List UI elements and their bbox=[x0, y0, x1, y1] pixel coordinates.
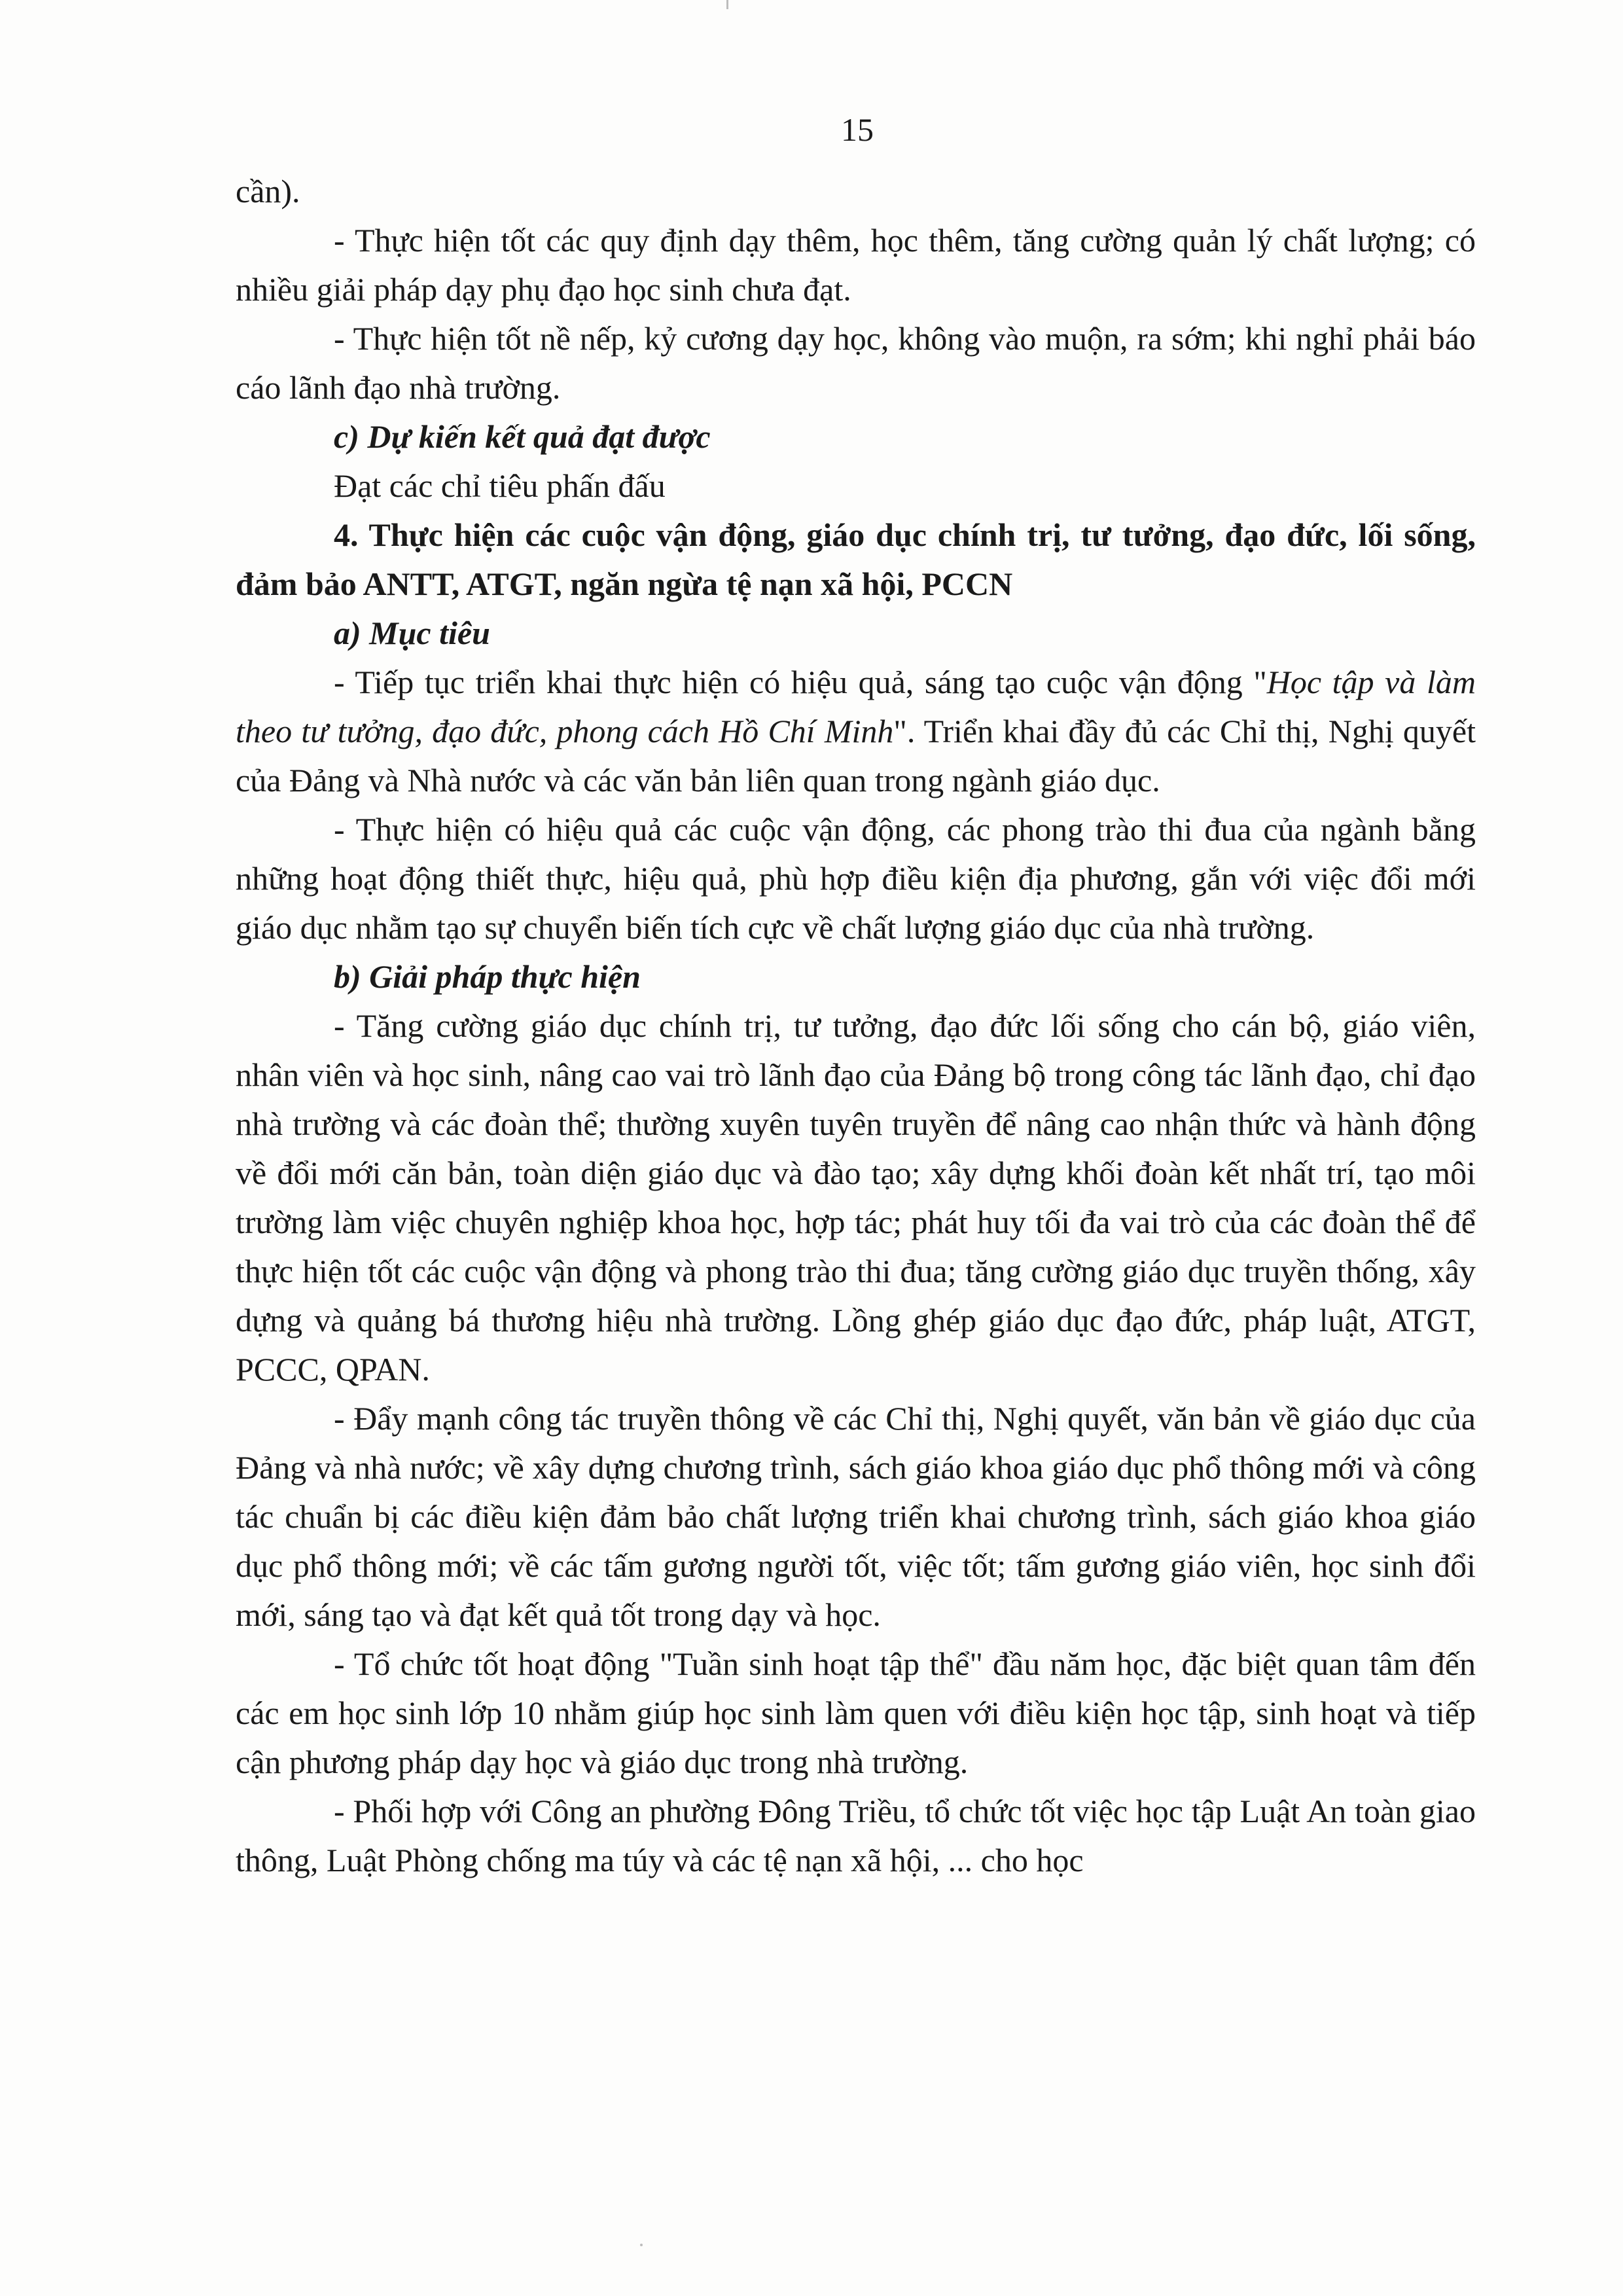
campaign-text-end: ". Triển khai đầy đủ các Chỉ thị, Nghị quyết của Đảng và Nhà nước và các văn bản liên quan trong ngành giáo dục. bbox=[236, 713, 1476, 798]
paragraph-collective-week: - Tổ chức tốt hoạt động "Tuần sinh hoạt tập thể" đầu năm học, đặc biệt quan tâm đến các em học sinh lớp 10 nhằm giúp học sinh làm quen với điều kiện học tập, sinh hoạt và tiếp cận phương pháp dạy học và giáo dục trong nhà trường. bbox=[236, 1645, 1476, 1780]
paragraph-emulation-movements: - Thực hiện có hiệu quả các cuộc vận động, các phong trào thi đua của ngành bằng những hoạt động thiết thực, hiệu quả, phù hợp điều kiện địa phương, gắn với việc đổi mới giáo dục nhằm tạo sự chuyển biến tích cực về chất lượng giáo dục của nhà trường. bbox=[236, 811, 1476, 946]
campaign-quote: Học tập và làm theo tư tưởng, đạo đức, phong cách Hồ Chí Minh bbox=[236, 664, 1476, 749]
paragraph-continuation: cần). bbox=[236, 173, 300, 209]
paragraph-communication: - Đẩy mạnh công tác truyền thông về các Chỉ thị, Nghị quyết, văn bản về giáo dục của Đảng và nhà nước; về xây dựng chương trình, sách giáo khoa giáo dục phổ thông mới và công tác chuẩn bị các điều kiện đảm bảo chất lượng triển khai chương trình, sách giáo khoa giáo dục phổ thông mới; về các tấm gương người tốt, việc tốt; tấm gương giáo viên, học sinh đổi mới, sáng tạo và đạt kết quả tốt trong dạy và học. bbox=[236, 1400, 1476, 1633]
document-body bbox=[236, 167, 1476, 1885]
subheading-objectives: a) Mục tiêu bbox=[334, 615, 490, 651]
campaign-text-start: - Tiếp tục triển khai thực hiện có hiệu quả, sáng tạo cuộc vận động " bbox=[334, 664, 1267, 700]
scan-artifact-dot bbox=[640, 2244, 643, 2246]
subheading-expected-results: c) Dự kiến kết quả đạt được bbox=[334, 418, 711, 455]
paragraph-campaign bbox=[236, 658, 1476, 805]
paragraph-political-education: - Tăng cường giáo dục chính trị, tư tưởng, đạo đức lối sống cho cán bộ, giáo viên, nhân viên và học sinh, nâng cao vai trò lãnh đạo của Đảng bộ trong công tác lãnh đạo, chỉ đạo nhà trường và các đoàn thể; thường xuyên tuyên truyền để nâng cao nhận thức và hành động về đổi mới căn bản, toàn diện giáo dục và đào tạo; xây dựng khối đoàn kết nhất trí, tạo môi trường làm việc chuyên nghiệp khoa học, hợp tác; phát huy tối đa vai trò của các đoàn thể để thực hiện tốt các cuộc vận động và phong trào thi đua; tăng cường giáo dục truyền thống, xây dựng và quảng bá thương hiệu nhà trường. Lồng ghép giáo dục đạo đức, pháp luật, ATGT, PCCC, QPAN. bbox=[236, 1007, 1476, 1388]
section-heading-4: 4. Thực hiện các cuộc vận động, giáo dục chính trị, tư tưởng, đạo đức, lối sống, đảm bảo ANTT, ATGT, ngăn ngừa tệ nạn xã hội, PCCN bbox=[236, 516, 1476, 602]
paragraph-targets: Đạt các chỉ tiêu phấn đấu bbox=[334, 467, 666, 504]
paragraph-police-coordination: - Phối hợp với Công an phường Đông Triều, tổ chức tốt việc học tập Luật An toàn giao thông, Luật Phòng chống ma túy và các tệ nạn xã hội, ... cho học bbox=[236, 1793, 1476, 1878]
paragraph-extra-classes: - Thực hiện tốt các quy định dạy thêm, học thêm, tăng cường quản lý chất lượng; có nhiều giải pháp dạy phụ đạo học sinh chưa đạt. bbox=[236, 222, 1476, 308]
scan-artifact-top bbox=[726, 0, 728, 9]
paragraph-discipline: - Thực hiện tốt nề nếp, kỷ cương dạy học, không vào muộn, ra sớm; khi nghỉ phải báo cáo lãnh đạo nhà trường. bbox=[236, 320, 1476, 406]
page-number: 15 bbox=[841, 111, 874, 148]
subheading-solutions: b) Giải pháp thực hiện bbox=[334, 958, 641, 995]
